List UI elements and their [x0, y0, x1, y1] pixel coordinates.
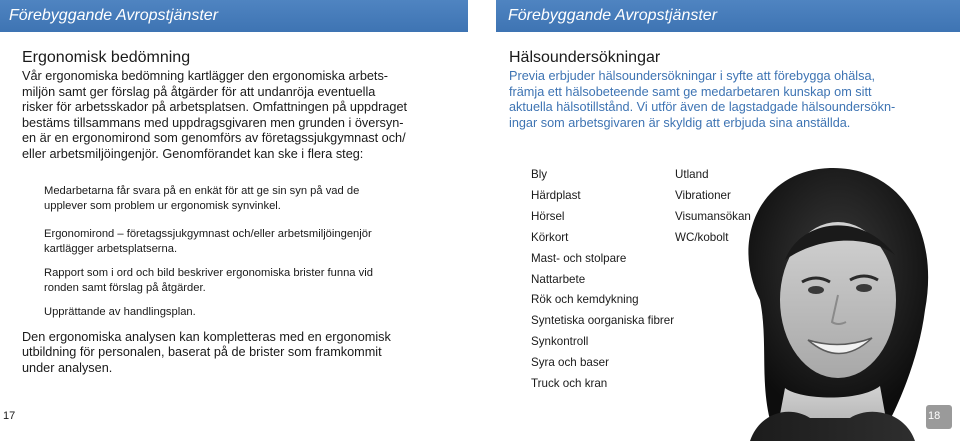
exam-item: Mast- och stolpare	[531, 251, 627, 265]
health-exams-column	[509, 48, 949, 131]
step-line: upplever som problem ur ergonomisk synvinkel.	[44, 199, 281, 212]
header-banner-right	[496, 0, 960, 32]
exam-item: Nattarbete	[531, 272, 586, 286]
exam-item: Visumansökan	[675, 209, 751, 223]
step-line: Rapport som i ord och bild beskriver ergonomiska brister funna vid	[44, 267, 373, 279]
step-item	[44, 184, 442, 213]
intro-line: eller arbetsmiljöingenjör. Genomförandet kan ske i flera steg:	[22, 146, 364, 161]
exam-item: Hörsel	[531, 209, 565, 223]
intro-line: ingar som arbetsgivaren är skyldig att erbjuda sina anställda.	[509, 115, 851, 130]
header-banner-left	[0, 0, 468, 32]
step-line: ronden samt förslag på åtgärder.	[44, 281, 206, 294]
step-item	[44, 305, 442, 320]
exam-list-primary	[531, 165, 674, 395]
ergonomics-heading: Ergonomisk bedömning	[22, 49, 191, 66]
exam-item: Synkontroll	[531, 335, 589, 349]
closing-line: under analysen.	[22, 360, 113, 375]
intro-line: aktuella hälsotillstånd. Vi utför även de lagstadgade hälsoundersökn-	[509, 100, 896, 114]
exam-item: Truck och kran	[531, 377, 608, 391]
exam-item: Härdplast	[531, 188, 581, 202]
closing-line: Den ergonomiska analysen kan kompletteras med en ergonomisk	[22, 329, 391, 344]
exam-item: Rök och kemdykning	[531, 293, 639, 307]
intro-line: främja ett hälsobeteende samt ge medarbetaren kunskap om sitt	[509, 84, 872, 99]
step-line: Ergonomirond – företagssjukgymnast och/eller arbetsmiljöingenjör	[44, 228, 372, 240]
health-exams-heading: Hälsoundersökningar	[509, 49, 661, 66]
exam-item: Syntetiska oorganiska fibrer	[531, 314, 675, 328]
step-line: kartlägger arbetsplatserna.	[44, 242, 178, 255]
exam-list-secondary	[675, 165, 751, 249]
step-line: Medarbetarna får svara på en enkät för att ge sin syn på vad de	[44, 185, 360, 197]
step-item	[44, 266, 442, 295]
health-exams-intro	[509, 69, 949, 131]
closing-line: utbildning för personalen, baserat på de brister som framkommit	[22, 345, 382, 359]
exam-item: WC/kobolt	[675, 230, 729, 244]
section-title-right: Förebyggande Avropstjänster	[508, 7, 718, 24]
page-number-right: 18	[928, 410, 941, 422]
section-title-left: Förebyggande Avropstjänster	[9, 7, 219, 24]
exam-item: Bly	[531, 168, 548, 181]
intro-line: Vår ergonomiska bedömning kartlägger den ergonomiska arbets-	[22, 69, 389, 83]
page-number-left: 17	[3, 410, 16, 422]
exam-item: Utland	[675, 168, 709, 181]
step-line: Upprättande av handlingsplan.	[44, 306, 196, 318]
exam-item: Vibrationer	[675, 188, 731, 202]
intro-line: Previa erbjuder hälsoundersökningar i syfte att förebygga ohälsa,	[509, 69, 876, 83]
ergonomics-column	[22, 48, 442, 376]
ergonomics-closing	[22, 330, 442, 377]
intro-line: risker för arbetsskador på arbetsplatsen. Omfattningen på uppdraget	[22, 100, 408, 114]
exam-item: Syra och baser	[531, 356, 609, 370]
intro-line: en är en ergonomirond som genomförs av företagssjukgymnast och/	[22, 131, 406, 145]
ergonomics-intro	[22, 69, 442, 162]
intro-line: miljön samt ger förslag på åtgärder för att undanröja eventuella	[22, 84, 376, 99]
step-item	[44, 227, 442, 256]
exam-item: Körkort	[531, 230, 569, 244]
intro-line: bestäms tillsammans med uppdragsgivaren men grunden i översyn-	[22, 115, 404, 130]
ergonomics-steps-list	[44, 184, 442, 320]
